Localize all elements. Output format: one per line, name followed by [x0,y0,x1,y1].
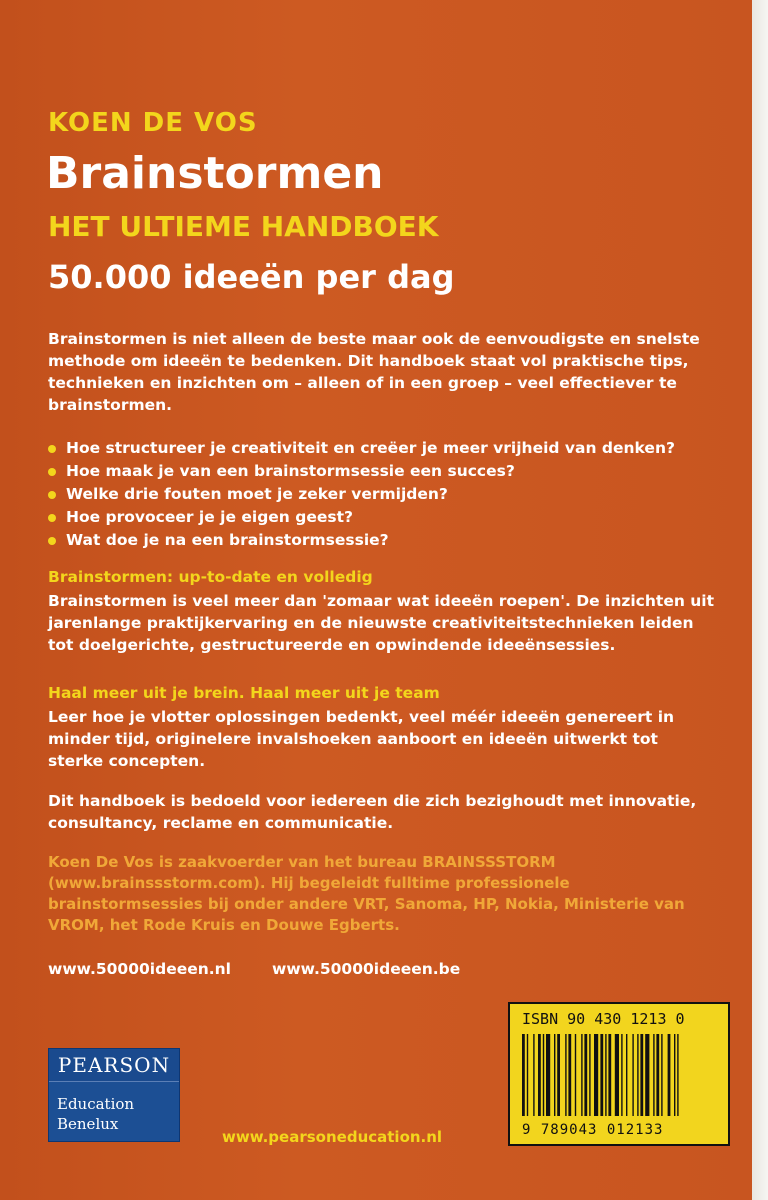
website-nl-link: www.50000ideeen.nl [48,960,231,978]
section-heading-uptodate: Brainstormen: up-to-date en volledig [48,568,373,586]
ean-number: 9 789043 012133 [522,1122,664,1138]
barcode-icon [520,1034,718,1116]
publisher-line1: Education [57,1095,135,1113]
publisher-line2: Benelux [57,1115,119,1133]
question-list [48,437,718,552]
website-be-link: www.50000ideeen.be [272,960,461,978]
list-item: Hoe structureer je creativiteit en creëer je meer vrijheid van denken? [48,437,718,460]
list-item: Wat doe je na een brainstormsessie? [48,529,718,552]
section-heading-brein: Haal meer uit je brein. Haal meer uit je team [48,684,440,702]
book-title: Brainstormen [46,148,384,199]
list-item: Hoe provoceer je je eigen geest? [48,506,718,529]
author-bio: Koen De Vos is zaakvoerder van het bureau BRAINSSSTORM (www.brainssstorm.com). Hij begeleidt fulltime professionele brainstormsessies bij onder andere VRT, Sanoma, HP, Nokia, Ministerie van VROM, het Rode Kruis en Douwe Egberts. [48,853,685,934]
publisher-website: www.pearsoneducation.nl [222,1128,443,1146]
pearson-logo [48,1048,180,1142]
publisher-name: PEARSON [49,1049,179,1082]
page-edge [752,0,768,1200]
section-body-uptodate: Brainstormen is veel meer dan 'zomaar wat ideeën roepen'. De inzichten uit jarenlange praktijkervaring en de nieuwste creativiteitstechnieken leiden tot doelgerichte, gestructureerde en opwindende ideeënsessies. [48,592,715,654]
intro-paragraph: Brainstormen is niet alleen de beste maar ook de eenvoudigste en snelste methode om ideeën te bedenken. Dit handboek staat vol praktische tips, technieken en inzichten om – alleen of in een groep – veel effectiever te brainstormen. [48,330,700,414]
barcode-panel [508,1002,730,1146]
isbn-number: ISBN 90 430 1213 0 [522,1010,685,1028]
author-name: KOEN DE VOS [48,108,258,138]
list-item: Welke drie fouten moet je zeker vermijden? [48,483,718,506]
list-item: Hoe maak je van een brainstormsessie een succes? [48,460,718,483]
section-body-brein: Leer hoe je vlotter oplossingen bedenkt, veel méér ideeën genereert in minder tijd, originelere invalshoeken aanboort en ideeën uitwerkt tot sterke concepten. [48,708,675,770]
book-tagline: 50.000 ideeën per dag [48,258,455,296]
audience-paragraph: Dit handboek is bedoeld voor iedereen die zich bezighoudt met innovatie, consultancy, reclame en communicatie. [48,792,697,832]
book-subtitle: HET ULTIEME HANDBOEK [48,210,439,243]
